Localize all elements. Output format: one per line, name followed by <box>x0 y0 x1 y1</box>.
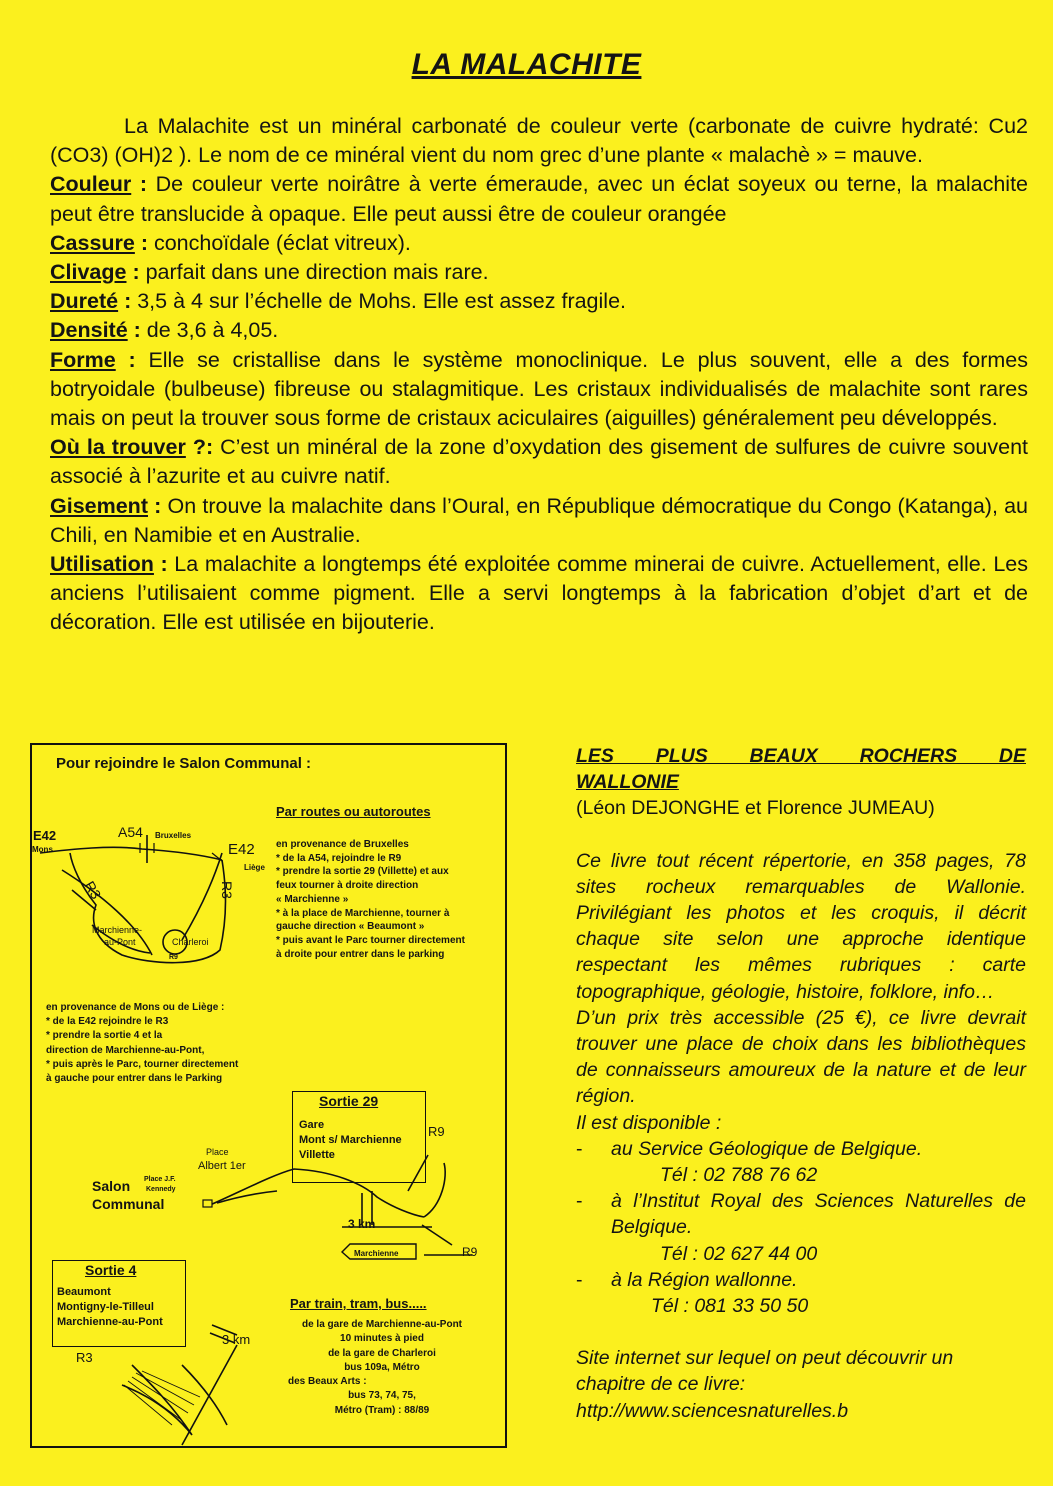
sortie-4-line: Montigny-le-Tilleul <box>57 1301 154 1313</box>
label-marchienne-1: Marchienne- <box>92 925 143 935</box>
label-salon-1: Salon <box>92 1178 131 1194</box>
article-section <box>50 550 1028 638</box>
section-text: Elle se cristallise dans le système monoclinique. Le plus souvent, elle a des formes botryoidale (bulbeuse) fibreuse ou stalagmitique. Les cristaux individualisés de malachite sont rares mais on peut la trouver sous forme de cristaux aciculaires (aiguilles) généralement peu développés. <box>50 347 1028 431</box>
book-price: D’un prix très accessible (25 €), ce livre devrait trouver une place de choix dans les bibliothèques de connaisseurs amoureux de la nature et de leur région. <box>576 1006 1026 1108</box>
label-e42-right: E42 <box>228 841 255 858</box>
book-title-line1: LES PLUS BEAUX ROCHERS DE <box>576 745 1026 767</box>
brussels-line: feux tourner à droite direction <box>276 880 419 892</box>
brussels-line: en provenance de Bruxelles <box>276 839 409 850</box>
mons-line: à gauche pour entrer dans le Parking <box>46 1073 223 1085</box>
label-bruxelles: Bruxelles <box>155 831 192 840</box>
article-section <box>50 258 1028 287</box>
label-mons: Mons <box>32 845 53 854</box>
source-item: - au Service Géologique de Belgique. <box>576 1137 923 1160</box>
source-name: au Service Géologique de Belgique. <box>611 1137 923 1160</box>
salon-marker <box>203 1200 212 1207</box>
source-tel: Tél : 081 33 50 50 <box>651 1295 809 1318</box>
label-place-1: Place <box>206 1147 229 1157</box>
section-separator: ?: <box>185 435 221 460</box>
section-label: Où la trouver <box>50 435 186 460</box>
sortie-29-title: Sortie 29 <box>319 1093 379 1109</box>
article-section <box>50 346 1028 434</box>
section-label: Forme <box>50 347 116 372</box>
label-place-jf-2: Kennedy <box>146 1186 176 1193</box>
train-lines <box>288 1318 476 1418</box>
label-3km-bottom: 3 km <box>222 1332 251 1347</box>
sortie-4-box <box>52 1260 186 1347</box>
article-section <box>50 433 1028 491</box>
sortie-4-line: Marchienne-au-Pont <box>57 1316 163 1328</box>
section-label: Cassure <box>50 230 135 255</box>
section-label: Dureté <box>50 289 119 314</box>
section-label: Gisement <box>50 493 148 518</box>
book-available: Il est disponible : <box>576 1111 722 1134</box>
sortie-29-line: Mont s/ Marchienne <box>299 1134 402 1146</box>
book-title-line2: WALLONIE <box>576 771 679 794</box>
mons-line: * puis après le Parc, tourner directement <box>46 1058 239 1070</box>
train-line: 10 minutes à pied <box>340 1333 424 1345</box>
article-section <box>50 316 1028 345</box>
section-text: La malachite a longtemps été exploitée comme minerai de cuivre. Actuellement, elle. Les anciens l’utilisaient comme pigment. Elle a servi longtemps à la fabrication d’objet d’art et de décoration. Elle est utilisée en bijouterie. <box>50 552 1028 635</box>
label-liege: Liège <box>244 863 265 872</box>
article-sections <box>50 170 1028 637</box>
brussels-line: * puis avant le Parc tourner directement <box>276 934 465 946</box>
section-label: Clivage <box>50 260 127 285</box>
label-r9-top: R9 <box>428 1124 445 1139</box>
brussels-line: gauche direction « Beaumont » <box>276 921 425 933</box>
r3-right-road <box>182 853 222 940</box>
source-item: - à l’Institut Royal des Sciences Naturelles de Belgique. <box>576 1190 1026 1239</box>
label-r3-a: R3 <box>81 878 105 902</box>
section-text: On trouve la malachite dans l’Oural, en République démocratique du Congo (Katanga), au Chili, en Namibie et en Australie. <box>50 493 1029 547</box>
source-tel: Tél : 02 627 44 00 <box>660 1242 818 1265</box>
website-url[interactable]: http://www.sciencesnaturelles.b <box>576 1399 849 1422</box>
brussels-line: * de la A54, rejoindre le R9 <box>276 852 402 864</box>
train-line: des Beaux Arts : <box>288 1376 367 1388</box>
page-title: LA MALACHITE <box>411 48 642 81</box>
sortie-29-line: Gare <box>299 1119 325 1131</box>
section-text: 3,5 à 4 sur l’échelle de Mohs. Elle est assez fragile. <box>137 289 626 314</box>
website-text: Site internet sur lequel on peut découvrir un chapitre de ce livre: <box>576 1347 954 1396</box>
directions-map-box <box>30 743 507 1448</box>
sortie-4-title: Sortie 4 <box>85 1262 137 1278</box>
brussels-line: * à la place de Marchienne, tourner à <box>276 907 450 919</box>
section-separator: : <box>134 230 154 255</box>
article-intro: La Malachite est un minéral carbonaté de couleur verte (carbonate de cuivre hydraté: Cu2 (CO3) (OH)2 ). Le nom de ce minéral vient du nom grec d’une plante « malachè » = mauve. <box>50 114 1028 168</box>
mons-line: en provenance de Mons ou de Liège : <box>46 1002 225 1013</box>
sortie-4-line: Beaumont <box>57 1286 111 1298</box>
label-marchienne-sign: Marchienne <box>354 1249 399 1258</box>
mons-line: * de la E42 rejoindre le R3 <box>46 1016 169 1028</box>
source-tel: Tél : 02 788 76 62 <box>660 1164 818 1187</box>
label-r9-bottom: R9 <box>462 1245 478 1259</box>
label-3km-top: 3 km <box>348 1217 376 1231</box>
book-review <box>576 743 1026 1424</box>
section-text: de 3,6 à 4,05. <box>146 318 279 343</box>
label-r9-small: R9 <box>169 954 178 961</box>
train-line: de la gare de Charleroi <box>328 1347 436 1359</box>
source-name: à l’Institut Royal des Sciences Naturelles de Belgique. <box>611 1190 1026 1239</box>
section-separator: : <box>118 289 138 314</box>
label-salon-2: Communal <box>92 1196 165 1212</box>
source-name: à la Région wallonne. <box>611 1268 798 1291</box>
section-text: parfait dans une direction mais rare. <box>145 260 489 285</box>
label-place-2: Albert 1er <box>198 1160 246 1172</box>
brussels-line: * prendre la sortie 29 (Villette) et aux <box>276 866 449 878</box>
book-authors: (Léon DEJONGHE et Florence JUMEAU) <box>576 797 935 820</box>
article-section <box>50 229 1028 258</box>
label-marchienne-2: au-Pont <box>104 937 136 947</box>
train-line: bus 109a, Métro <box>344 1361 420 1373</box>
label-e42-left: E42 <box>33 828 57 843</box>
section-separator: : <box>131 172 156 197</box>
train-line: bus 73, 74, 75, <box>348 1390 416 1402</box>
from-brussels <box>276 838 465 961</box>
motorway-hatch <box>124 1371 200 1425</box>
section-label: Utilisation <box>50 552 154 577</box>
section-text: conchoïdale (éclat vitreux). <box>153 230 411 255</box>
article-section <box>50 170 1028 228</box>
sortie-29-box <box>292 1091 426 1183</box>
article-section <box>50 287 1028 316</box>
mons-line: * prendre la sortie 4 et la <box>46 1030 163 1042</box>
section-separator: : <box>115 347 149 372</box>
brussels-line: à droite pour entrer dans le parking <box>276 948 445 960</box>
label-charleroi: Charleroi <box>172 937 209 947</box>
label-a54: A54 <box>118 824 143 840</box>
section-separator: : <box>147 493 168 518</box>
mons-line: direction de Marchienne-au-Pont, <box>46 1044 205 1056</box>
train-title: Par train, tram, bus..... <box>290 1296 427 1311</box>
roads-title: Par routes ou autoroutes <box>276 804 431 819</box>
map-header: Pour rejoindre le Salon Communal : <box>56 755 312 772</box>
e42-road <box>40 847 222 860</box>
book-description: Ce livre tout récent répertorie, en 358 pages, 78 sites rocheux remarquables de Wallonie. Privilégiant les photos et les croquis, il décrit chaque site selon une approche identique respectant les mêmes rubriques : carte topographique, géologie, histoire, folklore, info… <box>576 849 1026 1003</box>
label-place-jf-1: Place J.F. <box>144 1176 176 1183</box>
from-mons <box>46 1001 238 1086</box>
sortie-29-line: Villette <box>299 1149 335 1161</box>
label-r3-bottom: R3 <box>76 1350 93 1365</box>
section-label: Couleur <box>50 172 132 197</box>
section-separator: : <box>153 552 175 577</box>
section-separator: : <box>126 260 146 285</box>
train-line: de la gare de Marchienne-au-Pont <box>301 1319 463 1330</box>
sortie-4-lines <box>57 1285 163 1330</box>
train-line: Métro (Tram) : 88/89 <box>334 1404 430 1416</box>
article-malachite <box>50 112 1028 638</box>
article-section <box>50 492 1028 550</box>
section-text: De couleur verte noirâtre à verte émeraude, avec un éclat soyeux ou terne, la malachite peut être translucide à opaque. Elle peut aussi être de couleur orangée <box>50 172 1029 226</box>
section-text: C’est un minéral de la zone d’oxydation des gisement de sulfures de cuivre souvent associé à l’azurite et au cuivre natif. <box>50 435 1028 489</box>
source-item: - à la Région wallonne. <box>576 1268 798 1291</box>
sortie-29-lines <box>299 1118 402 1163</box>
section-label: Densité <box>50 318 128 343</box>
label-r3-b: R3 <box>218 881 235 899</box>
brussels-line: « Marchienne » <box>276 893 349 905</box>
section-separator: : <box>127 318 147 343</box>
